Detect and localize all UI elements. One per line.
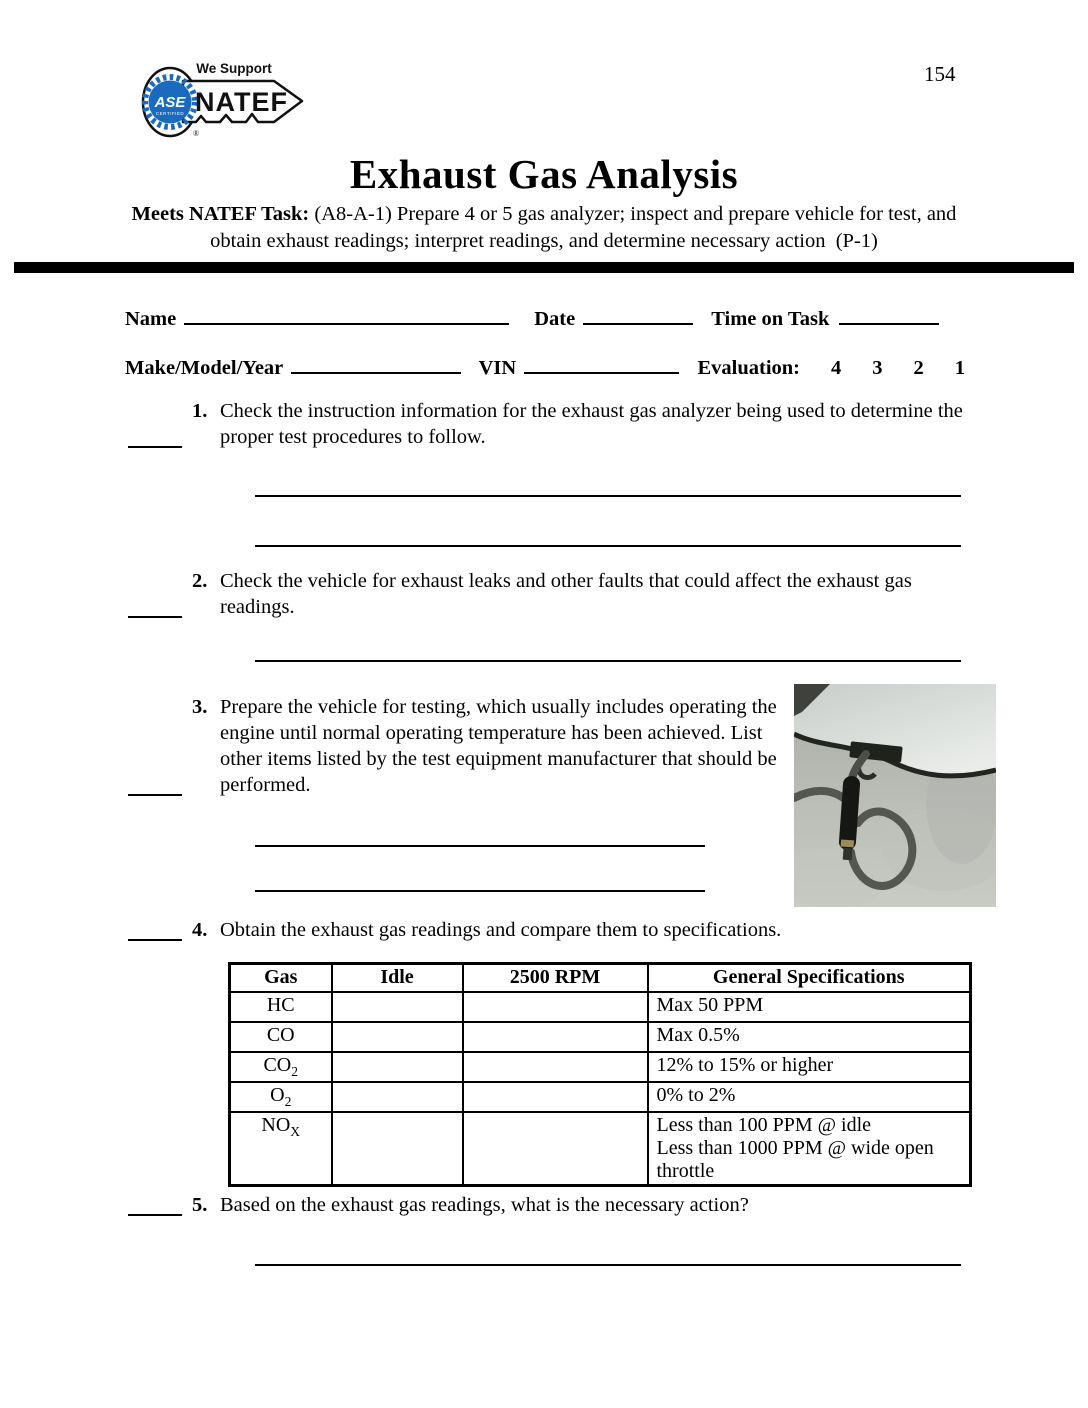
task-item-3 <box>128 694 800 798</box>
gas-symbol: CO <box>263 1053 292 1076</box>
task-3-text: Prepare the vehicle for testing, which usually includes operating the engine until normal operating temperature has been achieved. List other items listed by the test equipment manufacturer that should be performed. <box>220 696 777 796</box>
task-1-answer-line-1[interactable] <box>255 495 961 497</box>
co2-rpm-cell[interactable] <box>463 1052 648 1082</box>
header-gas: Gas <box>230 964 332 992</box>
divider-bar <box>14 262 1074 273</box>
evaluation-option-4[interactable]: 4 <box>831 357 842 379</box>
natef-task-statement <box>114 201 974 255</box>
co-spec: Max 0.5% <box>648 1022 971 1052</box>
gas-symbol: NO <box>261 1113 291 1136</box>
name-label: Name <box>125 308 177 330</box>
gas-symbol: HC <box>266 993 295 1016</box>
we-support-text: We Support <box>196 61 272 76</box>
task-2-text: Check the vehicle for exhaust leaks and other faults that could affect the exhaust gas readings. <box>220 570 912 618</box>
co2-idle-cell[interactable] <box>332 1052 463 1082</box>
gas-label-nox <box>230 1112 332 1186</box>
hc-rpm-cell[interactable] <box>463 992 648 1022</box>
task-1-check-blank[interactable] <box>128 428 182 448</box>
make-model-year-field[interactable] <box>291 352 460 374</box>
task-5-text: Based on the exhaust gas readings, what is the necessary action? <box>220 1194 749 1216</box>
probe-tip <box>843 848 853 861</box>
evaluation-option-1[interactable]: 1 <box>954 357 965 379</box>
task-2-answer-line-1[interactable] <box>255 660 961 662</box>
make-model-year-label: Make/Model/Year <box>125 357 284 379</box>
nox-spec-wot: Less than 1000 PPM @ wide open throttle <box>656 1136 934 1182</box>
exhaust-probe-photo <box>794 684 996 907</box>
gas-label-hc <box>230 992 332 1022</box>
evaluation-label: Evaluation: <box>697 357 800 379</box>
gas-label-co2 <box>230 1052 332 1082</box>
form-row-vehicle <box>125 352 965 380</box>
header-idle: Idle <box>332 964 463 992</box>
o2-rpm-cell[interactable] <box>463 1082 648 1112</box>
form-row-identity <box>125 303 965 331</box>
task-item-5 <box>128 1192 970 1218</box>
task-4-number: 4. <box>192 919 208 941</box>
time-on-task-label: Time on Task <box>711 308 830 330</box>
nox-rpm-cell[interactable] <box>463 1112 648 1186</box>
name-field[interactable] <box>184 303 509 325</box>
table-row <box>230 1082 971 1112</box>
co-rpm-cell[interactable] <box>463 1022 648 1052</box>
co-idle-cell[interactable] <box>332 1022 463 1052</box>
date-field[interactable] <box>583 303 693 325</box>
header-2500rpm: 2500 RPM <box>463 964 648 992</box>
gas-symbol: O <box>270 1083 285 1106</box>
task-3-answer-line-2[interactable] <box>255 890 705 892</box>
task-3-check-blank[interactable] <box>128 776 182 796</box>
o2-idle-cell[interactable] <box>332 1082 463 1112</box>
natef-task-text: (A8-A-1) Prepare 4 or 5 gas analyzer; inspect and prepare vehicle for test, and obtain exhaust readings; interpret readings, and determine necessary action (P-1) <box>210 203 957 252</box>
o2-spec: 0% to 2% <box>648 1082 971 1112</box>
ase-certified-text: CERTIFIED <box>155 111 185 116</box>
page-number: 154 <box>924 62 956 86</box>
table-row <box>230 992 971 1022</box>
task-item-1 <box>128 398 970 450</box>
table-header-row <box>230 964 971 992</box>
gas-readings-table <box>228 962 972 1187</box>
hc-spec: Max 50 PPM <box>648 992 971 1022</box>
natef-task-label: Meets NATEF Task: <box>131 203 310 225</box>
time-on-task-field[interactable] <box>839 303 939 325</box>
gas-label-co <box>230 1022 332 1052</box>
natef-text: NATEF <box>195 87 288 117</box>
task-item-4 <box>128 917 970 943</box>
table-row <box>230 1052 971 1082</box>
probe-handle-band <box>841 840 854 848</box>
nox-spec-idle: Less than 100 PPM @ idle <box>656 1113 872 1136</box>
task-5-check-blank[interactable] <box>128 1196 182 1216</box>
task-5-answer-line-1[interactable] <box>255 1264 961 1266</box>
task-2-number: 2. <box>192 570 208 592</box>
evaluation-option-2[interactable]: 2 <box>913 357 924 379</box>
gas-subscript: 2 <box>284 1093 292 1109</box>
task-1-text: Check the instruction information for the exhaust gas analyzer being used to determine the proper test procedures to follow. <box>220 400 963 448</box>
vin-field[interactable] <box>524 352 679 374</box>
header-general-specifications: General Specifications <box>648 964 971 992</box>
registered-mark: ® <box>193 129 200 138</box>
ase-text: ASE <box>154 94 186 111</box>
table-row <box>230 1022 971 1052</box>
evaluation-option-3[interactable]: 3 <box>872 357 883 379</box>
task-item-2 <box>128 568 970 620</box>
co2-spec: 12% to 15% or higher <box>648 1052 971 1082</box>
nox-idle-cell[interactable] <box>332 1112 463 1186</box>
task-5-number: 5. <box>192 1194 208 1216</box>
task-4-check-blank[interactable] <box>128 921 182 941</box>
vin-label: VIN <box>478 357 517 379</box>
task-3-answer-line-1[interactable] <box>255 845 705 847</box>
page-title: Exhaust Gas Analysis <box>349 151 739 197</box>
natef-logo <box>133 56 307 144</box>
task-2-check-blank[interactable] <box>128 598 182 618</box>
gas-label-o2 <box>230 1082 332 1112</box>
gas-subscript: X <box>290 1123 301 1139</box>
gas-subscript: 2 <box>291 1063 299 1079</box>
date-label: Date <box>534 308 576 330</box>
table-row <box>230 1112 971 1186</box>
gas-symbol: CO <box>266 1023 295 1046</box>
nox-spec <box>648 1112 971 1186</box>
hc-idle-cell[interactable] <box>332 992 463 1022</box>
task-4-text: Obtain the exhaust gas readings and compare them to specifications. <box>220 919 782 941</box>
task-1-number: 1. <box>192 400 208 422</box>
task-1-answer-line-2[interactable] <box>255 545 961 547</box>
task-3-number: 3. <box>192 696 208 718</box>
